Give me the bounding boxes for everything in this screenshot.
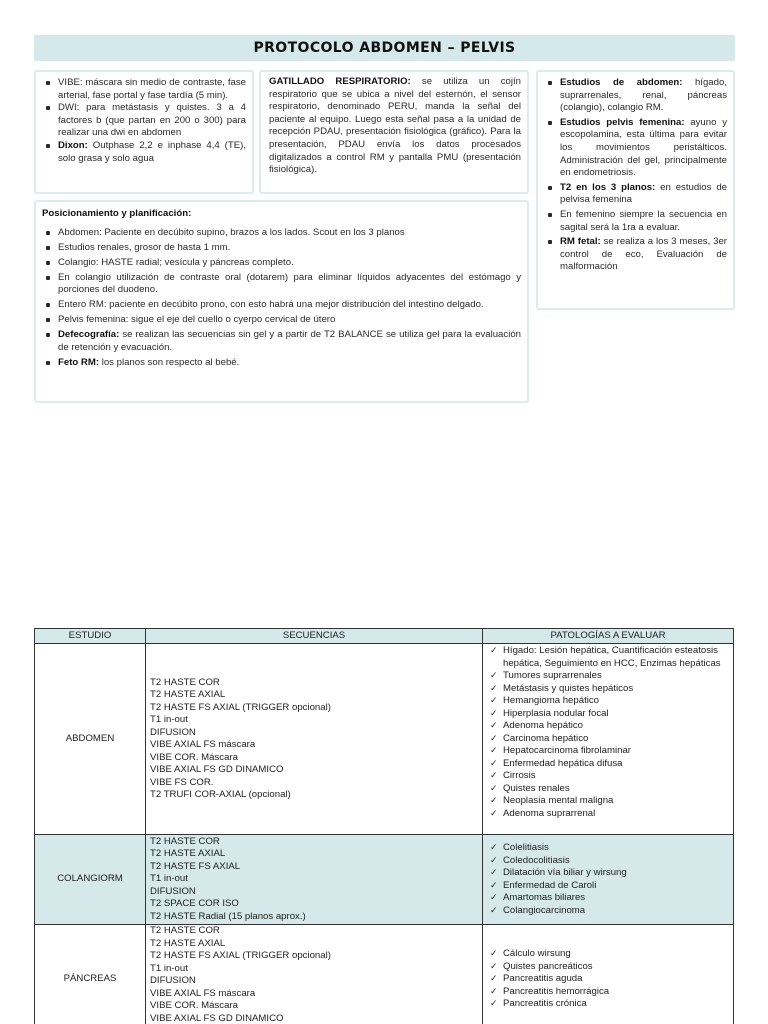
list-item-label: Defecografía: bbox=[58, 329, 120, 341]
sequence-item: VIBE AXIAL FS máscara bbox=[150, 739, 256, 750]
list-item-text: ayuno y escopolamina, esta última para evitar los movimientos peristálticos. Administración del gel, principalmente en endometriosis. bbox=[560, 116, 727, 179]
list-item bbox=[42, 314, 521, 327]
pathology-item: ✓ Neoplasia mental maligna bbox=[487, 795, 729, 808]
sequence-item: T2 HASTE AXIAL bbox=[150, 689, 226, 700]
pathology-item: ✓ Hemangioma hepático bbox=[487, 695, 729, 708]
sequence-item: T2 HASTE Radial (15 planos aprox.) bbox=[150, 910, 306, 922]
posicionamiento-box bbox=[34, 200, 529, 403]
protocol-table bbox=[34, 628, 734, 1024]
pathology-item: ✓ Hiperplasia nodular focal bbox=[487, 708, 729, 721]
pathologies-list bbox=[487, 645, 729, 820]
sequence-item: DIFUSION bbox=[150, 885, 196, 897]
study-cell: PÁNCREAS bbox=[35, 925, 146, 1024]
sequence-item: T2 HASTE COR bbox=[150, 676, 220, 688]
pathology-item: ✓ Adenoma hepático bbox=[487, 720, 729, 733]
list-item-label: Dixon: bbox=[58, 139, 88, 151]
list-item bbox=[42, 257, 521, 270]
list-item-label: T2 en los 3 planos: bbox=[560, 181, 656, 193]
study-cell: COLANGIORM bbox=[35, 835, 146, 925]
list-item bbox=[544, 117, 727, 180]
list-item bbox=[42, 77, 246, 102]
sequence-item: VIBE COR. Máscara bbox=[150, 751, 238, 763]
gatillado-body: se utiliza un cojín respiratorio que se ubica a nivel del esternón, el sensor respiratorio, denominado PERU, manda la señal del paciente al equipo. Luego esta señal pasa a la unidad de recepción PDAU, presentación fisiológica (gráfico). Para la presentación, PDAU envía los datos procesados digitalizados a control RM y pantalla PMU (presentación fisiológica). bbox=[269, 76, 521, 176]
list-item-text: Pelvis femenina: sigue el eje del cuello o cyerpo cervical de útero bbox=[58, 314, 336, 326]
table-row bbox=[35, 925, 734, 1024]
sequences-cell bbox=[146, 925, 483, 1024]
header-patologias: PATOLOGÍAS A EVALUAR bbox=[483, 629, 734, 644]
pathology-item: ✓ Quistes renales bbox=[487, 783, 729, 796]
list-item bbox=[42, 357, 521, 370]
sequences-cell bbox=[146, 644, 483, 835]
list-item bbox=[544, 182, 727, 207]
pathology-item: ✓ Enfermedad hepática difusa bbox=[487, 758, 729, 771]
list-item-text: Colangio: HASTE radial; vesícula y páncreas completo. bbox=[58, 256, 294, 268]
sequence-item: T2 HASTE FS AXIAL (TRIGGER opcional) bbox=[150, 950, 331, 961]
sequence-item: T2 SPACE COR ISO bbox=[150, 898, 239, 910]
list-item-text: hígado, suprarrenales, renal, páncreas (colangio), colangio RM. bbox=[560, 77, 727, 114]
study-cell: ABDOMEN bbox=[35, 644, 146, 835]
list-item bbox=[42, 102, 246, 140]
list-item bbox=[42, 140, 246, 165]
title-bar bbox=[34, 35, 735, 61]
pathology-item: ✓ Dilatación vía biliar y wirsung bbox=[487, 867, 729, 880]
list-item-text: Entero RM: paciente en decúbito prono, con esto habrá una mejor distribución del intestino delgado. bbox=[58, 299, 484, 311]
list-item bbox=[42, 299, 521, 312]
list-item-text: Estudios renales, grosor de hasta 1 mm. bbox=[58, 241, 231, 253]
table-row bbox=[35, 644, 734, 835]
sequence-item: VIBE AXIAL FS GD DINAMICO bbox=[150, 1012, 284, 1024]
vibe-dwi-dixon-box bbox=[34, 70, 254, 194]
sequence-item: DIFUSION bbox=[150, 726, 196, 738]
sequence-item: DIFUSION bbox=[150, 975, 196, 986]
posicionamiento-list bbox=[42, 227, 521, 370]
pathology-item: ✓ Colelitiasis bbox=[487, 842, 729, 855]
list-item-text: En colangio utilización de contraste oral (dotarem) para eliminar líquidos adyacentes del estómago y porciones del duodeno. bbox=[58, 271, 521, 296]
pathologies-cell bbox=[483, 925, 734, 1024]
estudios-list bbox=[544, 77, 727, 274]
gatillado-text bbox=[269, 76, 521, 177]
sequence-item: VIBE AXIAL FS GD DINAMICO bbox=[150, 764, 284, 775]
pathology-item: ✓ Pancreatitis hemorrágica bbox=[487, 986, 729, 999]
list-item-text: se realiza a los 3 meses, 3er control de eco, Evaluación de malformación bbox=[560, 236, 727, 273]
estudios-box bbox=[536, 70, 735, 310]
pathology-item: ✓ Carcinoma hepático bbox=[487, 733, 729, 746]
list-item-text: VIBE: máscara sin medio de contraste, fase arterial, fase portal y fase tardía (5 min). bbox=[58, 77, 246, 101]
list-item bbox=[544, 77, 727, 115]
pathology-item: ✓ Hígado: Lesión hepática, Cuantificación esteatosis hepática, Seguimiento en HCC, Enzimas hepáticas bbox=[487, 645, 729, 670]
sequences-cell bbox=[146, 835, 483, 925]
pathology-item: ✓ Cálculo wirsung bbox=[487, 948, 729, 961]
sequence-item: VIBE FS COR. bbox=[150, 776, 214, 788]
pathology-item: ✓ Coledocolitiasis bbox=[487, 855, 729, 868]
sequence-item: T2 HASTE COR bbox=[150, 925, 220, 936]
header-secuencias: SECUENCIAS bbox=[146, 629, 483, 644]
table-row bbox=[35, 835, 734, 925]
pathology-item: ✓ Metástasis y quistes hepáticos bbox=[487, 683, 729, 696]
list-item-text: se realizan las secuencias sin gel y a partir de T2 BALANCE se utiliza gel para la evaluación de retención y evacuación. bbox=[58, 329, 521, 353]
gatillado-respiratorio-box bbox=[259, 70, 529, 194]
list-item bbox=[42, 329, 521, 354]
list-item bbox=[42, 272, 521, 297]
table-body bbox=[35, 644, 734, 1024]
pathology-item: ✓ Hepatocarcinoma fibrolaminar bbox=[487, 745, 729, 758]
vibe-list bbox=[42, 77, 246, 165]
list-item-text: en estudios de pelvisa femenina bbox=[560, 181, 727, 206]
pathologies-list bbox=[487, 842, 729, 917]
sequence-item: T1 in-out bbox=[150, 714, 188, 725]
list-item-text: Abdomen: Paciente en decúbito supino, brazos a los lados. Scout en los 3 planos bbox=[58, 226, 405, 238]
list-item-text: los planos son respecto al bebé. bbox=[99, 356, 240, 368]
pathology-item: ✓ Tumores suprarrenales bbox=[487, 670, 729, 683]
list-item bbox=[42, 227, 521, 240]
gatillado-label: GATILLADO RESPIRATORIO: bbox=[269, 76, 411, 87]
pathology-item: ✓ Pancreatitis aguda bbox=[487, 973, 729, 986]
list-item bbox=[544, 209, 727, 234]
list-item-label: Feto RM: bbox=[58, 356, 100, 368]
pathology-item: ✓ Cirrosis bbox=[487, 770, 729, 783]
sequence-item: VIBE COR. Máscara bbox=[150, 1000, 238, 1011]
pathologies-list bbox=[487, 948, 729, 1011]
pathologies-cell bbox=[483, 835, 734, 925]
list-item-label: Estudios de abdomen: bbox=[560, 77, 683, 88]
page-title: PROTOCOLO ABDOMEN – PELVIS bbox=[253, 40, 516, 56]
list-item bbox=[544, 236, 727, 274]
sequence-item: T2 TRUFI COR-AXIAL (opcional) bbox=[150, 789, 291, 800]
table-header-row bbox=[35, 629, 734, 644]
sequence-item: T2 HASTE AXIAL bbox=[150, 848, 226, 860]
sequence-item: VIBE AXIAL FS máscara bbox=[150, 987, 256, 999]
list-item bbox=[42, 242, 521, 255]
posicionamiento-heading: Posicionamiento y planificación: bbox=[42, 208, 192, 219]
pathology-item: ✓ Amartomas biliares bbox=[487, 892, 729, 905]
sequence-item: T1 in-out bbox=[150, 873, 188, 885]
pathology-item: ✓ Adenoma suprarrenal bbox=[487, 808, 729, 821]
pathology-item: ✓ Enfermedad de Caroli bbox=[487, 880, 729, 893]
pathologies-cell bbox=[483, 644, 734, 835]
list-item-text: En femenino siempre la secuencia en sagital será la 1ra a evaluar. bbox=[560, 208, 727, 233]
list-item-label: Estudios pelvis femenina: bbox=[560, 116, 685, 128]
pathology-item: ✓ Quistes pancreáticos bbox=[487, 961, 729, 974]
sequence-item: T2 HASTE COR bbox=[150, 835, 220, 847]
sequence-item: T2 HASTE AXIAL bbox=[150, 937, 226, 949]
list-item-text: DWI: para metástasis y quistes. 3 a 4 factores b (que partan en 200 o 300) para realizar una dwi en abdomen bbox=[58, 102, 246, 139]
sequence-item: T1 in-out bbox=[150, 962, 188, 974]
list-item-label: RM fetal: bbox=[560, 236, 601, 248]
header-estudio: ESTUDIO bbox=[35, 629, 146, 644]
pathology-item: ✓ Colangiocarcinoma bbox=[487, 905, 729, 918]
sequence-item: T2 HASTE FS AXIAL (TRIGGER opcional) bbox=[150, 701, 331, 713]
pathology-item: ✓ Pancreatitis crónica bbox=[487, 998, 729, 1011]
sequence-item: T2 HASTE FS AXIAL bbox=[150, 860, 241, 872]
list-item-text: Outphase 2,2 e inphase 4,4 (TE), solo grasa y solo agua bbox=[58, 139, 246, 164]
